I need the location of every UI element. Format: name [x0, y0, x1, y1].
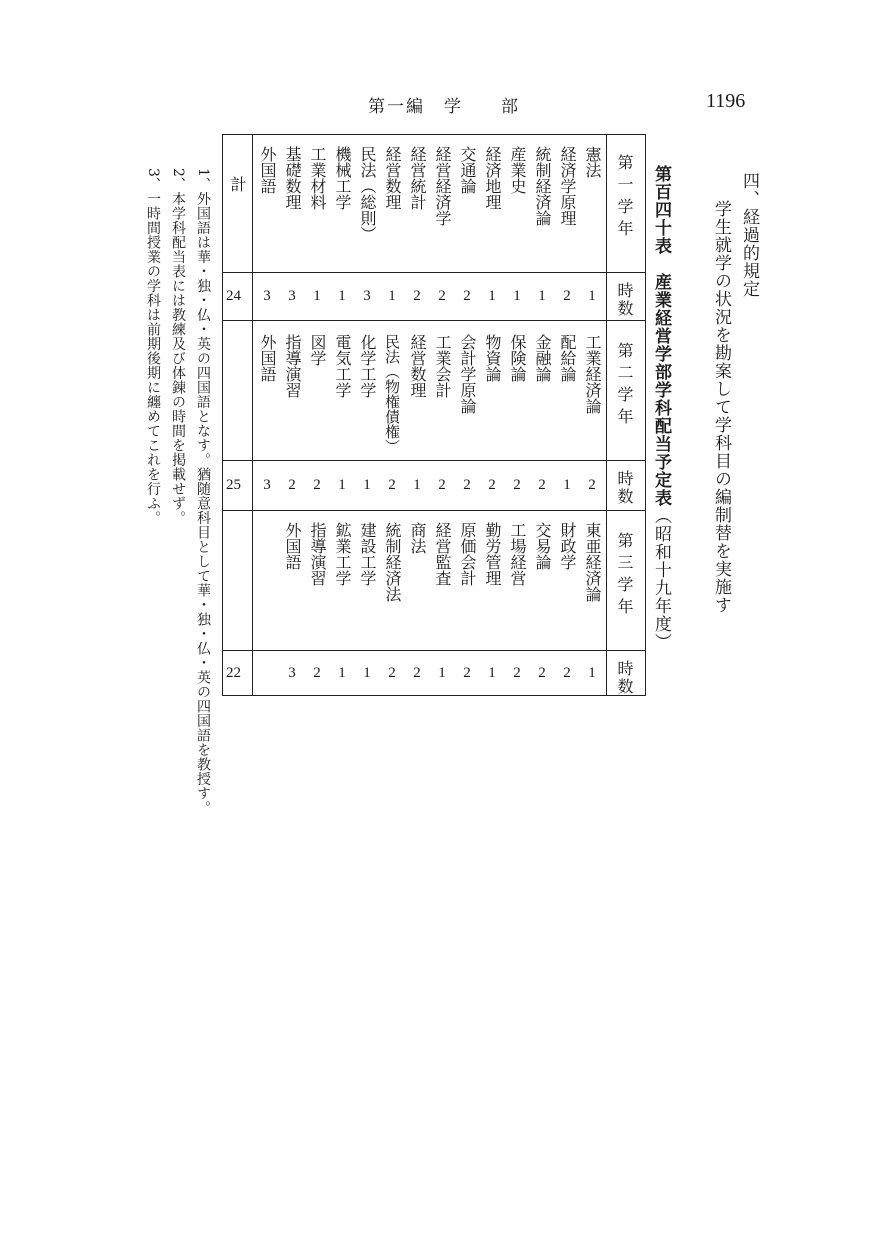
- subject-y3: 外国語: [283, 522, 302, 570]
- header-year-2: 第二学年: [615, 342, 634, 430]
- hours-y3: 2: [563, 665, 571, 681]
- subject-y2: 経営数理: [408, 334, 427, 398]
- hours-y2: 1: [338, 477, 346, 493]
- hours-y1: 3: [263, 288, 271, 304]
- subject-y1: 統制経済論: [533, 146, 552, 226]
- total-hours-y1: 24: [226, 288, 241, 304]
- hours-y2: 1: [563, 477, 571, 493]
- hours-y3: 1: [363, 665, 371, 681]
- subject-y1: 外国語: [258, 146, 277, 194]
- table-border-bottom: [222, 695, 646, 696]
- hours-y2: 2: [488, 477, 496, 493]
- hours-y3: 2: [538, 665, 546, 681]
- subject-y3: 統制経済法: [383, 522, 402, 602]
- hours-y1: 1: [488, 288, 496, 304]
- hours-y1: 1: [313, 288, 321, 304]
- section-text: 学生就学の状況を勘案して学科目の編制替を実施す: [711, 200, 731, 614]
- hours-y3: 1: [488, 665, 496, 681]
- page-number: 1196: [706, 90, 746, 112]
- table-total-divider: [252, 134, 253, 696]
- header-hours-1: 時数: [615, 282, 634, 318]
- table-title-main: 第百四十表 産業経営学部学科配当予定表: [651, 165, 671, 507]
- subject-y2: 配給論: [558, 334, 577, 382]
- hours-y1: 3: [288, 288, 296, 304]
- hours-y2: 2: [438, 477, 446, 493]
- hours-y2: 2: [588, 477, 596, 493]
- header-hours-2: 時数: [615, 470, 634, 506]
- table-header-divider: [606, 134, 607, 696]
- hours-y3: 1: [438, 665, 446, 681]
- table-border-right: [645, 134, 646, 696]
- hours-y2: 2: [513, 477, 521, 493]
- subject-y3: 経営監査: [433, 522, 452, 586]
- subject-y3: 東亜経済論: [583, 522, 602, 602]
- hours-y3: 2: [313, 665, 321, 681]
- subject-y3: 財政学: [558, 522, 577, 570]
- hours-y2: 2: [538, 477, 546, 493]
- subject-y1: 経営数理: [383, 146, 402, 210]
- note-2: 2、本学科配当表には教練及び体錬の時間を掲載せず。: [170, 168, 186, 526]
- subject-y1: 交通論: [458, 146, 477, 194]
- note-1: 1、外国語は華・独・仏・英の四国語となす。猶随意科目として華・独・仏・英の四国語を教授す。: [195, 168, 211, 816]
- table-col-divider-5: [222, 650, 646, 651]
- subject-y3: 建設工学: [358, 522, 377, 586]
- hours-y1: 1: [513, 288, 521, 304]
- subject-y2: 保険論: [508, 334, 527, 382]
- hours-y2: 3: [263, 477, 271, 493]
- hours-y1: 2: [463, 288, 471, 304]
- subject-y2: 電気工学: [333, 334, 352, 398]
- table-title: [652, 165, 669, 651]
- hours-y1: 1: [388, 288, 396, 304]
- subject-y2: 化学工学: [358, 334, 377, 398]
- hours-y2: 1: [363, 477, 371, 493]
- hours-y2: 2: [463, 477, 471, 493]
- section-heading: 四、経過的規定: [739, 172, 759, 298]
- header-hours-3: 時数: [615, 660, 634, 696]
- subject-y1: 経営経済学: [433, 146, 452, 226]
- running-header-title: 第一編 学 部: [368, 97, 520, 117]
- header-year-3: 第三学年: [615, 532, 634, 620]
- hours-y1: 1: [538, 288, 546, 304]
- subject-y1: 基礎数理: [283, 146, 302, 210]
- subject-y2: 民法（物権債権）: [383, 334, 401, 454]
- subject-y2: 指導演習: [283, 334, 302, 398]
- total-hours-y2: 25: [226, 477, 241, 493]
- subject-y1: 工業材料: [308, 146, 327, 210]
- subject-y3: 勤労管理: [483, 522, 502, 586]
- subject-y1: 経済学原理: [558, 146, 577, 226]
- subject-y1: 産業史: [508, 146, 527, 194]
- subject-y2: 工業会計: [433, 334, 452, 398]
- hours-y2: 2: [313, 477, 321, 493]
- table-title-year: （昭和十九年度）: [651, 507, 671, 651]
- subject-y3: 商法: [408, 522, 427, 554]
- table-col-divider-1: [222, 272, 646, 273]
- subject-y2: 会計学原論: [458, 334, 477, 414]
- hours-y1: 2: [413, 288, 421, 304]
- hours-y1: 1: [338, 288, 346, 304]
- subject-y3: 鉱業工学: [333, 522, 352, 586]
- subject-y2: 物資論: [483, 334, 502, 382]
- hours-y1: 1: [588, 288, 596, 304]
- subject-y3: 工場経営: [508, 522, 527, 586]
- subject-y3: 原価会計: [458, 522, 477, 586]
- subject-y2: 工業経済論: [583, 334, 602, 414]
- subject-y2: 外国語: [258, 334, 277, 382]
- total-label: 計: [228, 176, 247, 192]
- hours-y1: 2: [438, 288, 446, 304]
- hours-y3: 2: [388, 665, 396, 681]
- hours-y3: 2: [513, 665, 521, 681]
- hours-y3: 1: [338, 665, 346, 681]
- hours-y3: 2: [463, 665, 471, 681]
- hours-y1: 2: [563, 288, 571, 304]
- hours-y2: 2: [388, 477, 396, 493]
- table-border-left: [222, 134, 223, 696]
- total-hours-y3: 22: [226, 665, 241, 681]
- hours-y2: 2: [288, 477, 296, 493]
- subject-y3: 交易論: [533, 522, 552, 570]
- table-col-divider-2: [222, 320, 646, 321]
- note-3: 3、一時間授業の学科は前期後期に纏めてこれを行ふ。: [145, 168, 161, 526]
- subject-y1: 民法（総則）: [358, 146, 377, 242]
- subject-y3: 指導演習: [308, 522, 327, 586]
- header-year-1: 第一学年: [615, 154, 634, 242]
- hours-y2: 1: [413, 477, 421, 493]
- hours-y3: 3: [288, 665, 296, 681]
- subject-y2: 金融論: [533, 334, 552, 382]
- table-border-top: [222, 134, 646, 135]
- hours-y3: 2: [413, 665, 421, 681]
- subject-y1: 機械工学: [333, 146, 352, 210]
- table-col-divider-3: [222, 460, 646, 461]
- hours-y3: 1: [588, 665, 596, 681]
- subject-y1: 憲法: [583, 146, 602, 178]
- subject-y2: 図学: [308, 334, 327, 366]
- subject-y1: 経営統計: [408, 146, 427, 210]
- hours-y1: 3: [363, 288, 371, 304]
- table-col-divider-4: [222, 510, 646, 511]
- subject-y1: 経済地理: [483, 146, 502, 210]
